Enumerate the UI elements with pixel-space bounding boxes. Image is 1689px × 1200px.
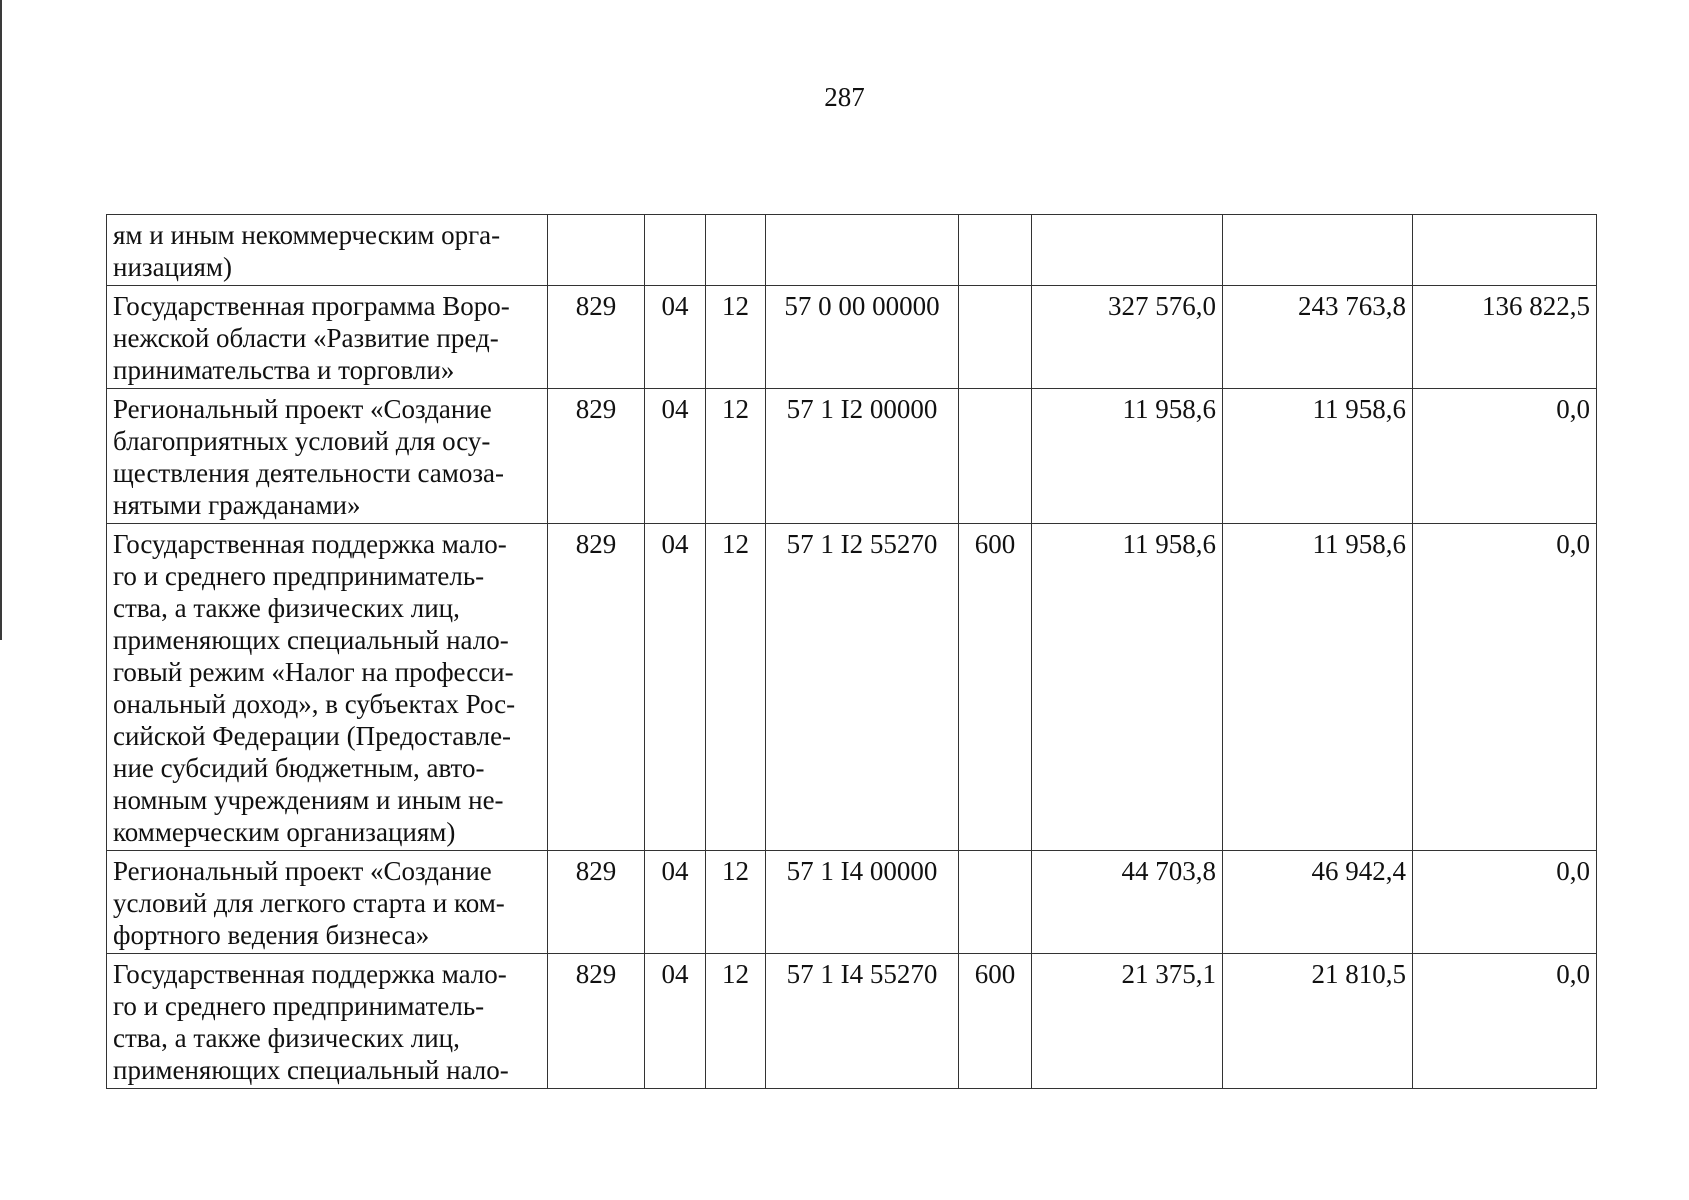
cell-description: Региональный проект «Создание благоприятных условий для осу- ществления деятельности самоза- нятыми гражданами» <box>107 389 548 524</box>
table-row <box>107 215 1597 286</box>
cell-section-code: 04 <box>645 524 706 851</box>
cell-amount-year-1: 11 958,6 <box>1032 524 1223 851</box>
cell-amount-year-2: 21 810,5 <box>1223 954 1413 1089</box>
cell-subsection-code: 12 <box>706 851 766 954</box>
cell-section-code <box>645 215 706 286</box>
cell-subsection-code: 12 <box>706 389 766 524</box>
cell-expense-type <box>959 286 1032 389</box>
cell-description: Региональный проект «Создание условий для легкого старта и ком- фортного ведения бизнеса» <box>107 851 548 954</box>
cell-subsection-code <box>706 215 766 286</box>
cell-grbs-code: 829 <box>548 389 645 524</box>
cell-amount-year-1: 44 703,8 <box>1032 851 1223 954</box>
cell-target-article: 57 0 00 00000 <box>766 286 959 389</box>
cell-amount-year-1 <box>1032 215 1223 286</box>
cell-section-code: 04 <box>645 851 706 954</box>
cell-grbs-code: 829 <box>548 954 645 1089</box>
cell-amount-year-1: 21 375,1 <box>1032 954 1223 1089</box>
cell-amount-year-2: 11 958,6 <box>1223 524 1413 851</box>
cell-description: Государственная программа Воро- нежской области «Развитие пред- принимательства и торговли» <box>107 286 548 389</box>
cell-description: Государственная поддержка мало- го и среднего предприниматель- ства, а также физических лиц, применяющих специальный нало- говый режим «Налог на професси- ональный доход», в субъектах Рос- сийской Федерации (Предоставле- ние субсидий бюджетным, авто- номным учреждениям и иным не- коммерческим организациям) <box>107 524 548 851</box>
table-row <box>107 286 1597 389</box>
table-row <box>107 389 1597 524</box>
table-row <box>107 524 1597 851</box>
cell-section-code: 04 <box>645 954 706 1089</box>
cell-grbs-code: 829 <box>548 286 645 389</box>
cell-amount-year-1: 11 958,6 <box>1032 389 1223 524</box>
table-row <box>107 954 1597 1089</box>
cell-target-article: 57 1 I4 00000 <box>766 851 959 954</box>
cell-amount-year-2: 243 763,8 <box>1223 286 1413 389</box>
cell-amount-year-2 <box>1223 215 1413 286</box>
cell-grbs-code: 829 <box>548 524 645 851</box>
page-number: 287 <box>824 82 865 112</box>
cell-description: Государственная поддержка мало- го и среднего предприниматель- ства, а также физических лиц, применяющих специальный нало- <box>107 954 548 1089</box>
cell-target-article: 57 1 I2 55270 <box>766 524 959 851</box>
cell-amount-year-3: 0,0 <box>1413 524 1597 851</box>
cell-section-code: 04 <box>645 286 706 389</box>
cell-amount-year-3: 0,0 <box>1413 389 1597 524</box>
table-row <box>107 851 1597 954</box>
budget-table <box>106 214 1597 1089</box>
cell-amount-year-2: 11 958,6 <box>1223 389 1413 524</box>
cell-description: ям и иным некоммерческим орга- низациям) <box>107 215 548 286</box>
cell-grbs-code <box>548 215 645 286</box>
cell-section-code: 04 <box>645 389 706 524</box>
cell-target-article: 57 1 I4 55270 <box>766 954 959 1089</box>
cell-expense-type: 600 <box>959 954 1032 1089</box>
cell-subsection-code: 12 <box>706 954 766 1089</box>
cell-amount-year-2: 46 942,4 <box>1223 851 1413 954</box>
cell-expense-type <box>959 389 1032 524</box>
table-body <box>107 215 1597 1089</box>
cell-expense-type <box>959 851 1032 954</box>
cell-amount-year-3: 0,0 <box>1413 954 1597 1089</box>
cell-amount-year-3: 136 822,5 <box>1413 286 1597 389</box>
cell-amount-year-3: 0,0 <box>1413 851 1597 954</box>
cell-amount-year-3 <box>1413 215 1597 286</box>
cell-subsection-code: 12 <box>706 286 766 389</box>
cell-target-article <box>766 215 959 286</box>
cell-subsection-code: 12 <box>706 524 766 851</box>
cell-target-article: 57 1 I2 00000 <box>766 389 959 524</box>
cell-expense-type: 600 <box>959 524 1032 851</box>
cell-expense-type <box>959 215 1032 286</box>
cell-amount-year-1: 327 576,0 <box>1032 286 1223 389</box>
cell-grbs-code: 829 <box>548 851 645 954</box>
